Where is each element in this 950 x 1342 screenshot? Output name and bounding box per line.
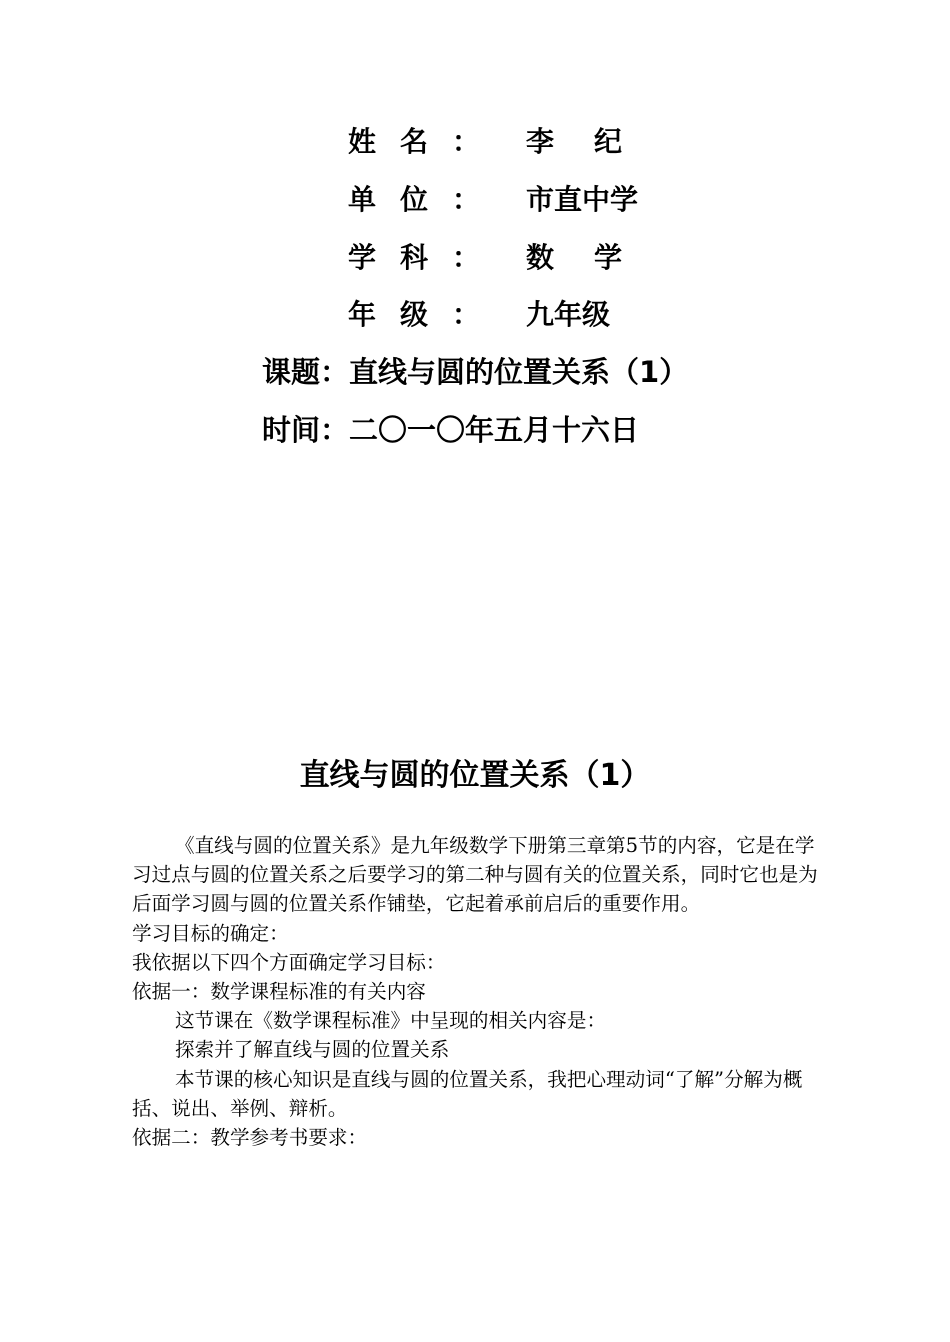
unit-value: 市直中学 — [526, 183, 639, 216]
standard-content-intro: 这节课在《数学课程标准》中呈现的相关内容是： — [175, 1009, 607, 1033]
name-row — [348, 125, 662, 159]
topic-value: 直线与圆的位置关系（1） — [349, 355, 689, 389]
core-knowledge-paragraph: 本节课的核心知识是直线与圆的位置关系，我把心理动词“了解”分解为概括、说出、举例、辩析。 — [132, 1067, 803, 1120]
document-title: 直线与圆的位置关系（1） — [299, 758, 651, 793]
basis-one-heading: 依据一：数学课程标准的有关内容 — [132, 980, 426, 1004]
name-value: 李纪 — [526, 125, 663, 158]
name-label: 姓名： — [348, 125, 505, 158]
intro-paragraph: 《直线与圆的位置关系》是九年级数学下册第三章第5节的内容，它是在学习过点与圆的位置关系之后要学习的第二种与圆有关的位置关系，同时它也是为后面学习圆与圆的位置关系作铺垫，它起着承前启后的重要作用。 — [132, 834, 818, 916]
standard-content-item: 探索并了解直线与圆的位置关系 — [175, 1038, 450, 1062]
subject-row — [348, 241, 662, 275]
topic-label: 课题： — [262, 355, 350, 389]
time-row — [262, 412, 639, 448]
grade-value: 九年级 — [526, 298, 611, 331]
grade-row — [348, 298, 610, 332]
goal-heading: 学习目标的确定： — [132, 921, 289, 945]
basis-two-heading: 依据二：教学参考书要求： — [132, 1126, 368, 1150]
unit-label: 单位： — [348, 183, 505, 216]
topic-row — [262, 354, 688, 390]
time-value: 二〇一〇年五月十六日 — [349, 413, 640, 447]
time-label: 时间： — [262, 413, 350, 447]
grade-label: 年级： — [348, 298, 505, 331]
unit-row — [348, 183, 638, 217]
basis-intro: 我依据以下四个方面确定学习目标： — [132, 950, 446, 974]
subject-label: 学科： — [348, 241, 505, 274]
subject-value: 数学 — [526, 241, 663, 274]
document-body — [132, 831, 832, 1152]
